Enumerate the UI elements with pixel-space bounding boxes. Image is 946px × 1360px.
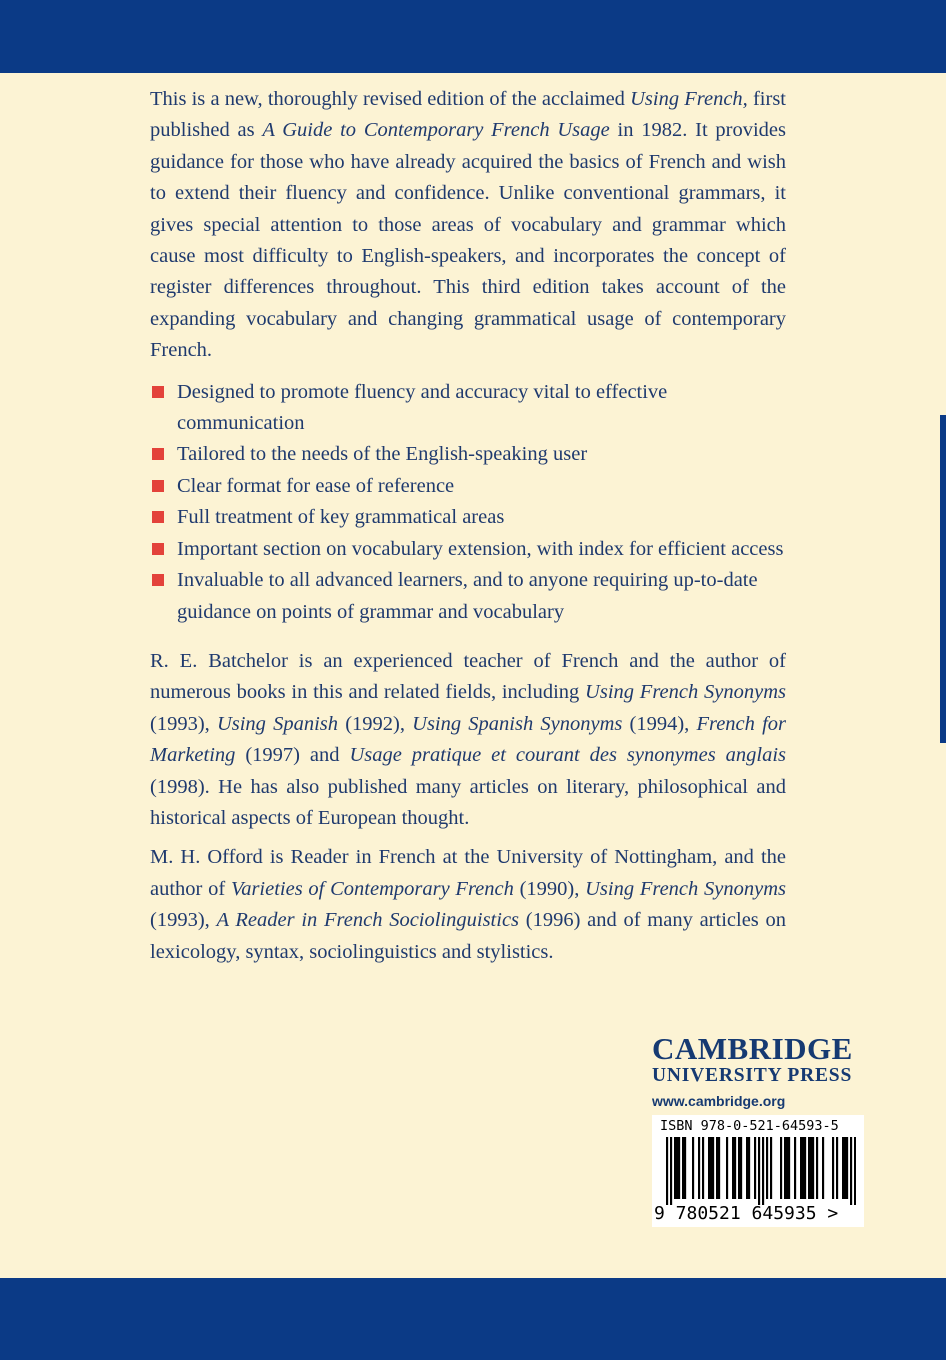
feature-list <box>150 377 786 628</box>
barcode-bar <box>726 1137 728 1199</box>
top-band <box>0 0 946 73</box>
publisher-url: www.cambridge.org <box>652 1093 786 1109</box>
barcode-bar <box>692 1137 694 1199</box>
barcode-bar <box>786 1137 788 1199</box>
barcode-bar <box>666 1137 668 1205</box>
barcode-bar <box>676 1137 678 1199</box>
barcode-bar <box>804 1137 806 1199</box>
barcode-bar <box>738 1137 740 1199</box>
barcode-bar <box>800 1137 802 1199</box>
barcode-bar <box>684 1137 686 1199</box>
barcode-bar <box>832 1137 834 1199</box>
author-bio-offord: M. H. Offord is Reader in French at the University of Nottingham, and the author of Varieties of Contemporary French (1990), Using French Synonyms (1993), A Reader in French Sociolinguistics (1996) and of many articles on lexicology, syntax, sociolinguistics and stylistics. <box>150 846 787 963</box>
bullet-square-icon <box>152 511 164 523</box>
publisher-logo <box>652 1032 867 1109</box>
barcode-bar <box>844 1137 846 1199</box>
barcode-bar <box>846 1137 848 1199</box>
feature-item: Invaluable to all advanced learners, and to anyone requiring up-to-date guidance on points of grammar and vocabulary <box>150 565 786 628</box>
barcode-bar <box>784 1137 786 1199</box>
isbn-barcode <box>652 1115 864 1227</box>
barcode-bar <box>740 1137 742 1199</box>
barcode-bar <box>762 1137 764 1205</box>
barcode-bar <box>788 1137 790 1199</box>
blurb-text: in 1982. It provides guidance for those who have already acquired the basics of French and wish to extend their fluency and confidence. Unlike conventional grammars, it gives special attention to those areas of vocabulary and grammar which cause most difficulty to English-speakers, and incorporates the concept of register differences throughout. This third edition takes account of the expanding vocabulary and changing grammatical usage of contemporary French. <box>150 119 786 362</box>
barcode-bar <box>758 1137 760 1205</box>
barcode-bar <box>766 1137 768 1199</box>
bullet-square-icon <box>152 448 164 460</box>
barcode-bar <box>854 1137 856 1205</box>
barcode-bar <box>718 1137 720 1199</box>
barcode-bar <box>732 1137 734 1199</box>
back-cover-text <box>150 84 786 968</box>
barcode-bar <box>822 1137 824 1199</box>
barcode-bar <box>678 1137 680 1199</box>
bullet-square-icon <box>152 386 164 398</box>
bottom-band <box>0 1278 946 1360</box>
isbn-label: ISBN 978-0-521-64593-5 <box>660 1118 839 1134</box>
barcode-bar <box>802 1137 804 1199</box>
barcode-bar <box>712 1137 714 1199</box>
feature-item: Designed to promote fluency and accuracy vital to effective communication <box>150 377 786 440</box>
barcode-bar <box>682 1137 684 1199</box>
bullet-square-icon <box>152 574 164 586</box>
spine-edge <box>940 415 946 743</box>
publisher-name: CAMBRIDGE <box>652 1031 853 1066</box>
barcode-bar <box>812 1137 814 1199</box>
barcode-bar <box>810 1137 812 1199</box>
barcode-bar <box>698 1137 700 1199</box>
blurb-text: This is a new, thoroughly revised edition of the acclaimed <box>150 88 631 110</box>
barcode-bar <box>734 1137 736 1199</box>
barcode-bars <box>666 1137 856 1205</box>
barcode-bar <box>850 1137 852 1205</box>
barcode-bar <box>780 1137 782 1199</box>
barcode-bar <box>716 1137 718 1199</box>
publisher-subtitle: UNIVERSITY PRESS <box>652 1065 853 1086</box>
blurb-text: first published as <box>150 88 786 142</box>
barcode-bar <box>702 1137 704 1199</box>
barcode-bar <box>816 1137 818 1199</box>
barcode-bar <box>708 1137 710 1199</box>
barcode-bar <box>754 1137 756 1199</box>
feature-item: Full treatment of key grammatical areas <box>150 502 786 533</box>
bullet-square-icon <box>152 480 164 492</box>
title-using-french: Using French, <box>630 88 748 110</box>
barcode-bar <box>670 1137 672 1205</box>
barcode-digits: 9 780521 645935 > <box>654 1203 839 1224</box>
barcode-bar <box>808 1137 810 1199</box>
barcode-bar <box>710 1137 712 1199</box>
barcode-bar <box>794 1137 796 1199</box>
blurb-paragraph <box>150 84 786 367</box>
feature-item: Tailored to the needs of the English-speaking user <box>150 439 786 470</box>
barcode-bar <box>836 1137 838 1199</box>
barcode-bar <box>674 1137 676 1199</box>
bullet-square-icon <box>152 543 164 555</box>
barcode-bar <box>748 1137 750 1199</box>
feature-item: Clear format for ease of reference <box>150 471 786 502</box>
title-guide: A Guide to Contemporary French Usage <box>262 119 610 142</box>
barcode-bar <box>842 1137 844 1199</box>
feature-item: Important section on vocabulary extension, with index for efficient access <box>150 534 786 565</box>
barcode-bar <box>746 1137 748 1199</box>
barcode-bar <box>770 1137 772 1199</box>
author-bio-batchelor: R. E. Batchelor is an experienced teacher of French and the author of numerous books in this and related fields, including Using French Synonyms (1993), Using Spanish (1992), Using Spanish Synonyms (1994), French for Marketing (1997) and Usage pratique et courant des synonymes anglais (1998). He has also published many articles on literary, philosophical and historical aspects of European thought. <box>150 649 786 829</box>
